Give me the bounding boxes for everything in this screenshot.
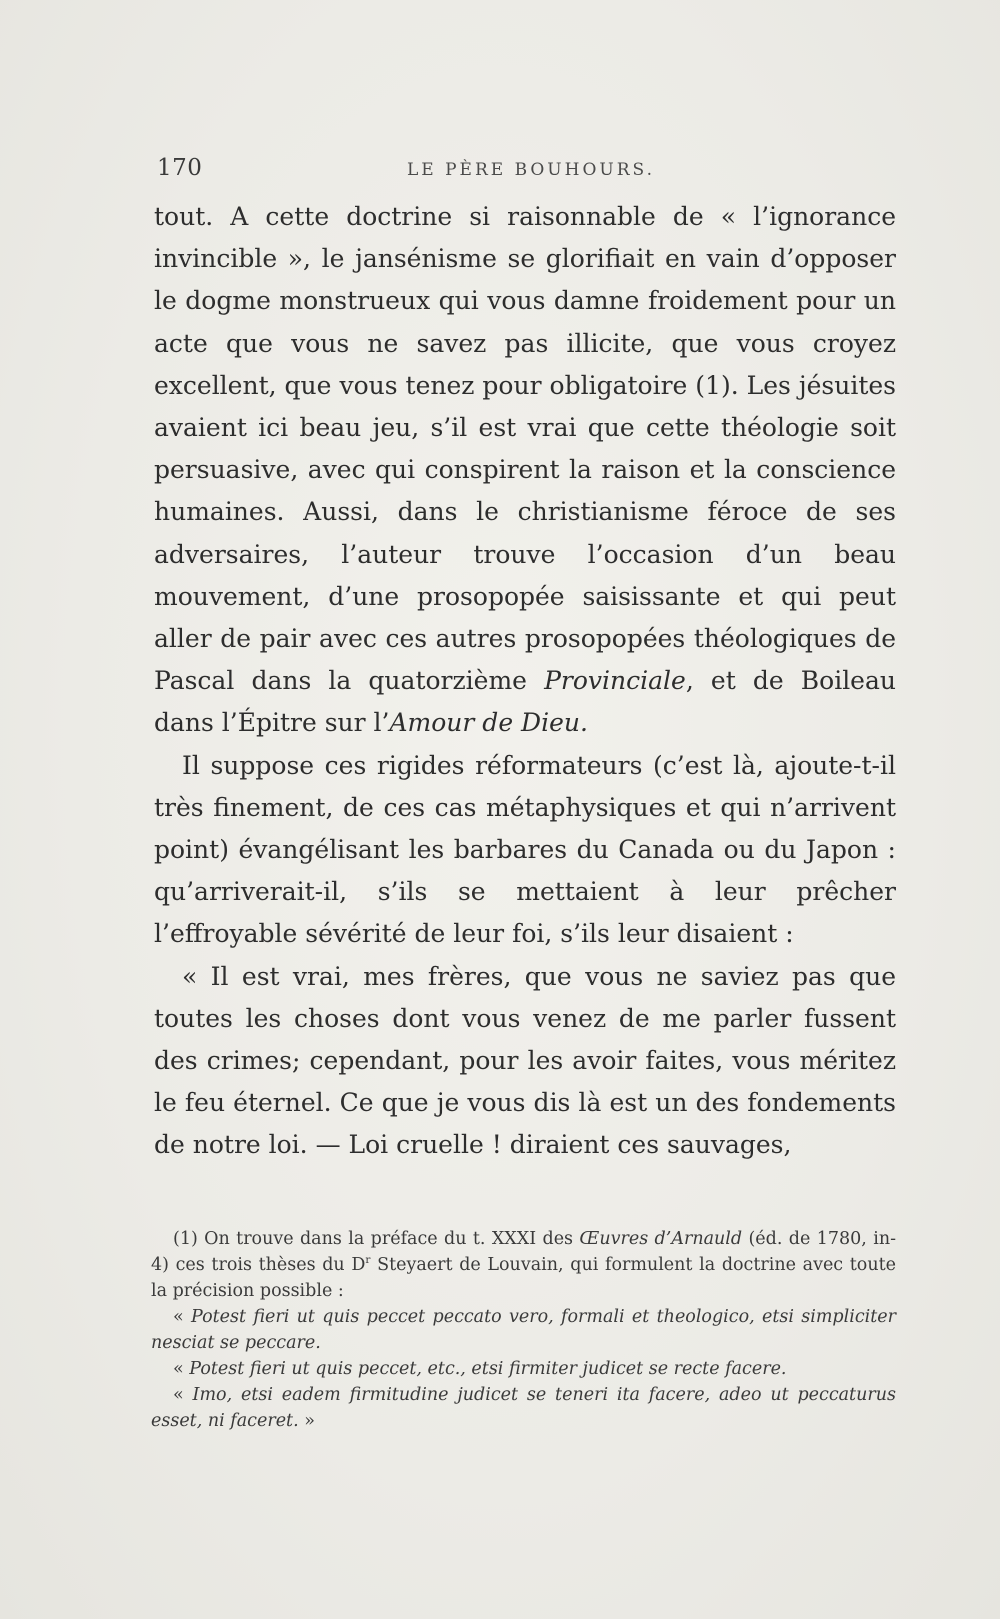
quote-mark: « bbox=[173, 1385, 193, 1405]
italic-title-oeuvres: Œuvres d’Arnauld bbox=[579, 1229, 743, 1249]
paragraph bbox=[154, 196, 896, 745]
italic-title-amour-de-dieu: Amour de Dieu. bbox=[389, 708, 588, 738]
footnote-quote bbox=[151, 1304, 896, 1356]
latin-quote: Potest fieri ut quis peccet, etc., etsi firmiter judicet se recte facere. bbox=[189, 1359, 787, 1379]
quote-mark: « bbox=[173, 1307, 192, 1327]
paragraph: « Il est vrai, mes frères, que vous ne saviez pas que toutes les choses dont vous venez de me parler fussent des crimes; cependant, pour les avoir faites, vous méritez le feu éternel. Ce que je vous dis là est un des fondements de notre loi. — Loi cruelle ! diraient ces sauvages, bbox=[154, 961, 896, 1160]
footnote-text: (1) On trouve dans la préface du t. XXXI des bbox=[173, 1229, 580, 1249]
footnote-text: (éd. de 1780, in-4) ces trois thèses du D bbox=[151, 1229, 896, 1275]
footnote-1 bbox=[151, 1226, 896, 1304]
italic-title-provinciale: Provinciale bbox=[544, 666, 686, 696]
footnote-text: Steyaert de Louvain, qui formulent la doctrine avec toute la précision possible : bbox=[151, 1255, 896, 1301]
running-title: LE PÈRE BOUHOURS. bbox=[407, 160, 655, 180]
superscript: r bbox=[365, 1254, 371, 1267]
quote-mark: » bbox=[298, 1411, 315, 1431]
page-number: 170 bbox=[157, 155, 203, 181]
latin-quote: Imo, etsi eadem firmitudine judicet se teneri ita facere, adeo ut peccaturus esset, ni faceret. bbox=[151, 1385, 896, 1431]
paragraph: Il suppose ces rigides réformateurs (c’est là, ajoute-t-il très finement, de ces cas métaphysiques et qui n’arrivent point) évangélisant les barbares du Canada ou du Japon : qu’arriverait-il, s’ils se mettaient à leur prêcher l’effroyable sévérité de leur foi, s’ils leur disaient : bbox=[154, 750, 896, 949]
text-run: tout. A cette doctrine si raisonnable de « l’ignorance invincible », le jansénisme se glorifiait en vain d’opposer le dogme monstrueux qui vous damne froidement pour un acte que vous ne savez pas illicite, que vous croyez excellent, que vous tenez pour obligatoire (1). Les jésuites avaient ici beau jeu, s’il est vrai que cette théologie soit persuasive, avec qui conspirent la raison et la conscience humaines. Aussi, dans le christianisme féroce de ses adversaires, l’auteur trouve l’occasion d’un beau mouvement, d’une prosopopée saisissante et qui peut aller de pair avec ces autres prosopopées théologiques de Pascal dans la quatorzième bbox=[154, 202, 896, 696]
footnotes bbox=[151, 1226, 896, 1434]
page-header bbox=[157, 155, 887, 185]
main-text bbox=[154, 196, 896, 1167]
quote-mark: « bbox=[173, 1359, 190, 1379]
text-run: , et de Boileau dans l’Épitre sur l’ bbox=[154, 666, 896, 738]
latin-quote: Potest fieri ut quis peccet peccato vero, formali et theologico, etsi simpliciter nesciat se peccare. bbox=[151, 1307, 896, 1353]
footnote-quote bbox=[151, 1382, 896, 1434]
footnote-quote bbox=[151, 1356, 896, 1382]
